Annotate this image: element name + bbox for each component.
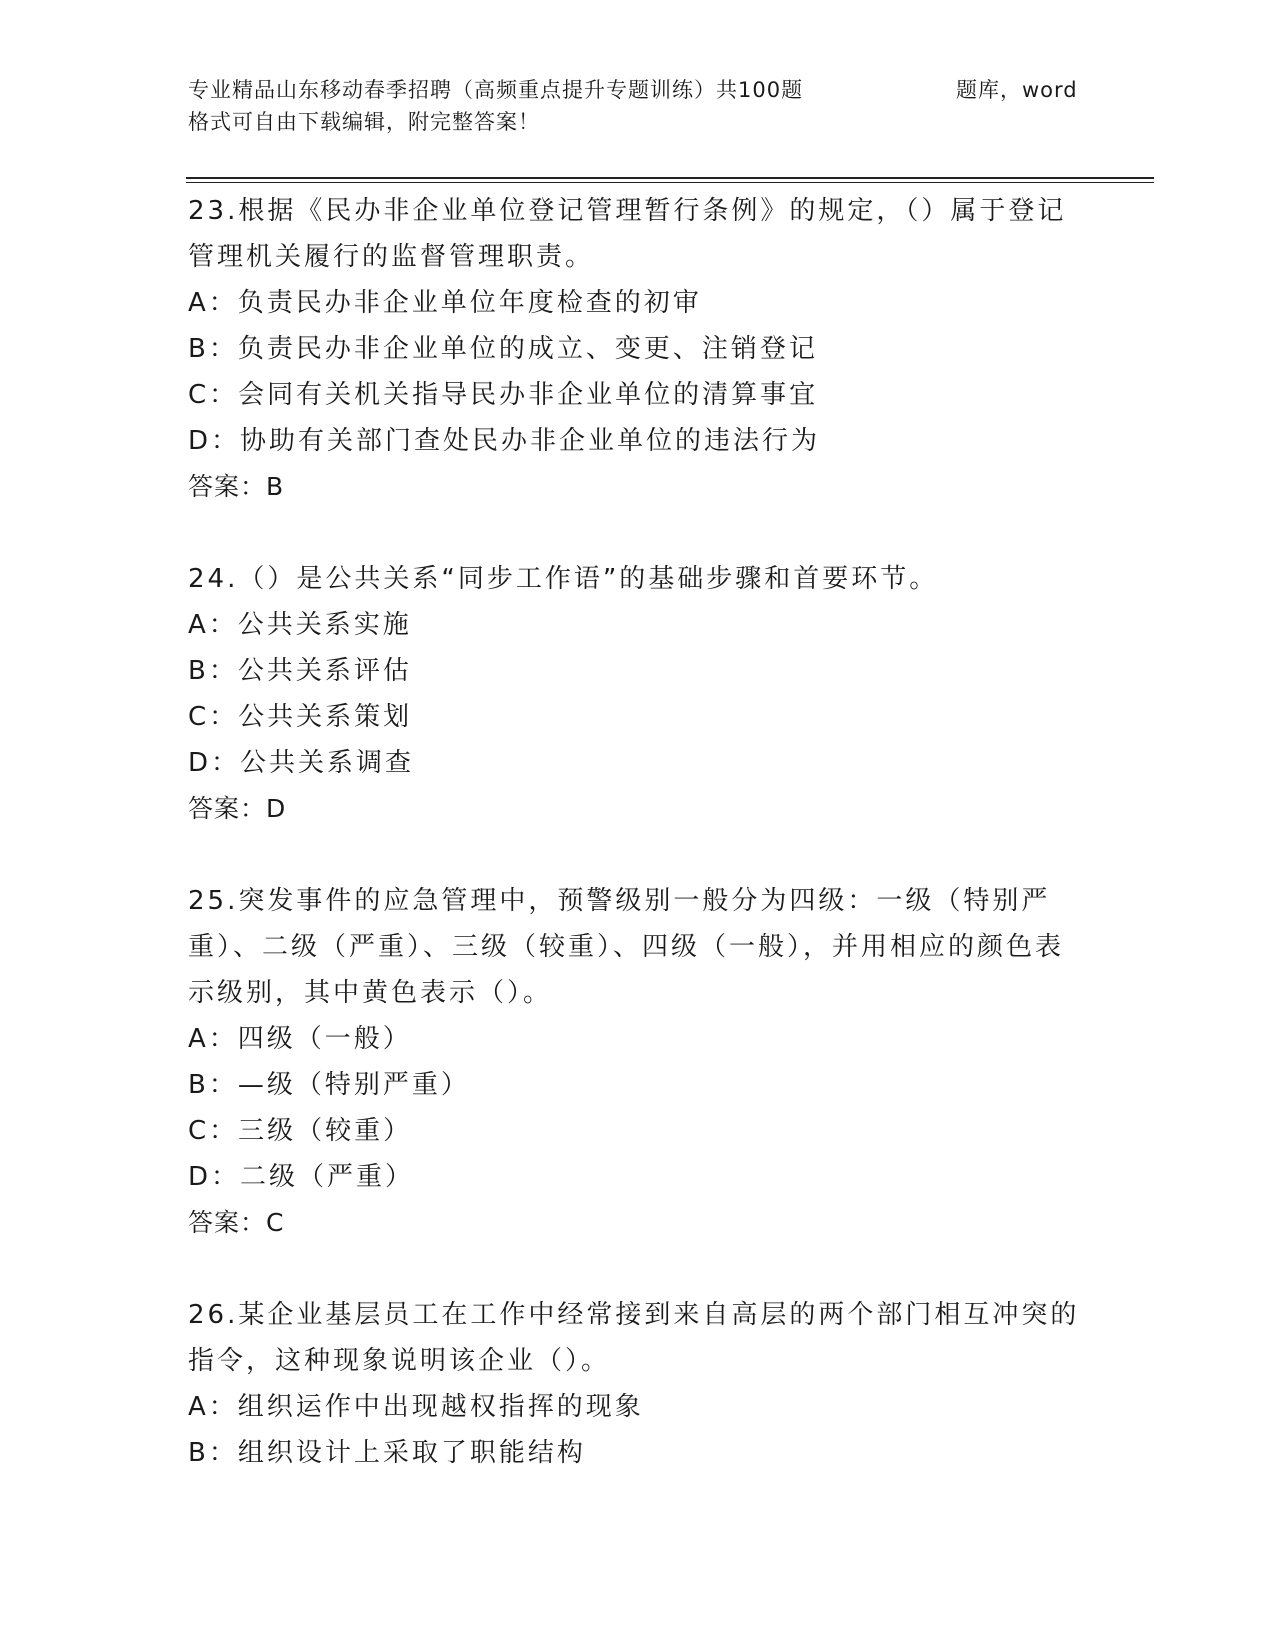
option-b: B：—级（特别严重） xyxy=(188,1070,470,1100)
header-line-2: 格式可自由下载编辑，附完整答案！ xyxy=(188,110,540,134)
option-a: A：负责民办非企业单位年度检查的初审 xyxy=(188,288,702,318)
option-a: A：公共关系实施 xyxy=(188,610,412,640)
question-list xyxy=(188,188,1088,1476)
header-line-1: 专业精品山东移动春季招聘（高频重点提升专题训练）共100题 xyxy=(188,78,804,102)
option-d: D：二级（严重） xyxy=(188,1162,415,1192)
header-rule-thin xyxy=(186,182,1154,183)
header-right-text: 题库，word xyxy=(956,78,1078,102)
option-c: C：三级（较重） xyxy=(188,1116,413,1146)
question-stem: 25.突发事件的应急管理中，预警级别一般分为四级：一级（特别严重）、二级（严重）、三级（较重）、四级（一般），并用相应的颜色表示级别，其中黄色表示（）。 xyxy=(188,886,1065,1008)
answer: 答案：D xyxy=(188,794,287,823)
option-a: A：组织运作中出现越权指挥的现象 xyxy=(188,1392,644,1422)
question-stem: 24.（）是公共关系“同步工作语”的基础步骤和首要环节。 xyxy=(188,564,939,594)
option-b: B：公共关系评估 xyxy=(188,656,412,686)
option-c: C：会同有关机关指导民办非企业单位的清算事宜 xyxy=(188,380,819,410)
answer: 答案：C xyxy=(188,1208,285,1237)
header-rule-thick xyxy=(186,177,1154,179)
question-26 xyxy=(188,1292,1088,1476)
answer: 答案：B xyxy=(188,472,285,501)
question-24 xyxy=(188,556,1088,832)
question-25 xyxy=(188,878,1088,1246)
question-23 xyxy=(188,188,1088,510)
option-d: D：协助有关部门查处民办非企业单位的违法行为 xyxy=(188,426,821,456)
option-d: D：公共关系调查 xyxy=(188,748,415,778)
option-b: B：负责民办非企业单位的成立、变更、注销登记 xyxy=(188,334,818,364)
document-header xyxy=(188,74,1088,138)
question-stem: 26.某企业基层员工在工作中经常接到来自高层的两个部门相互冲突的指令，这种现象说明该企业（）。 xyxy=(188,1300,1080,1376)
question-stem: 23.根据《民办非企业单位登记管理暂行条例》的规定，（）属于登记管理机关履行的监督管理职责。 xyxy=(188,196,1067,272)
option-a: A：四级（一般） xyxy=(188,1024,412,1054)
option-c: C：公共关系策划 xyxy=(188,702,413,732)
option-b: B：组织设计上采取了职能结构 xyxy=(188,1438,586,1468)
